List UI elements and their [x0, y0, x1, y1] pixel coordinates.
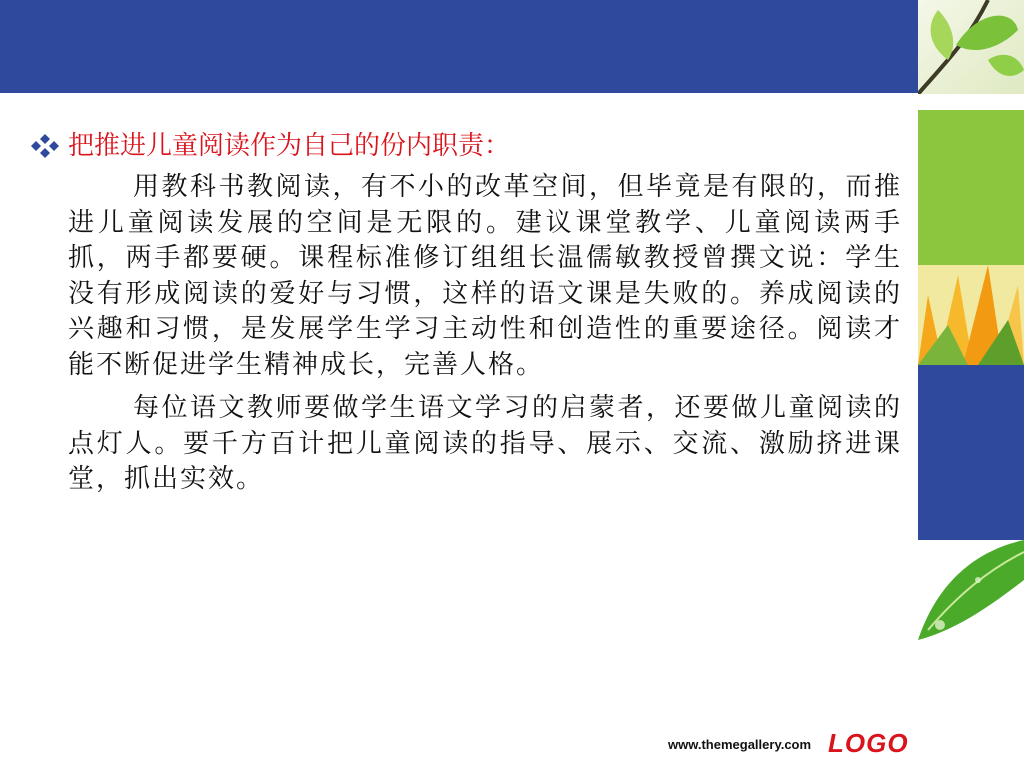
decorative-side-strip: [918, 0, 1024, 768]
tulip-image: [918, 265, 1024, 365]
blue-tile: [918, 365, 1024, 540]
green-tile: [918, 110, 1024, 265]
footer-logo: LOGO: [828, 728, 909, 758]
footer-url: www.themegallery.com: [668, 737, 812, 752]
bullet-heading: [30, 128, 902, 164]
strip-bottom: [918, 640, 1024, 768]
header-band: [0, 0, 918, 93]
leaf-image-bottom: [918, 540, 1024, 640]
paragraph-1: 用教科书教阅读，有不小的改革空间，但毕竟是有限的，而推进儿童阅读发展的空间是无限的。建议课堂教学、儿童阅读两手抓，两手都要硬。课程标准修订组组长温儒敏教授曾撰文说：学生没有形成阅读的爱好与习惯，这样的语文课是失败的。养成阅读的兴趣和习惯，是发展学生学习主动性和创造性的重要途径。阅读才能不断促进学生精神成长，完善人格。: [68, 172, 902, 380]
leaf-image-top: [918, 0, 1024, 94]
paragraph-2: 每位语文教师要做学生语文学习的启蒙者，还要做儿童阅读的点灯人。要千方百计把儿童阅读的指导、展示、交流、激励挤进课堂，抓出实效。: [68, 393, 902, 494]
heading-text: 把推进儿童阅读作为自己的份内职责：: [68, 131, 511, 161]
strip-gap: [918, 94, 1024, 110]
slide-content: [30, 128, 902, 506]
diamond-bullet-icon: [30, 132, 60, 160]
